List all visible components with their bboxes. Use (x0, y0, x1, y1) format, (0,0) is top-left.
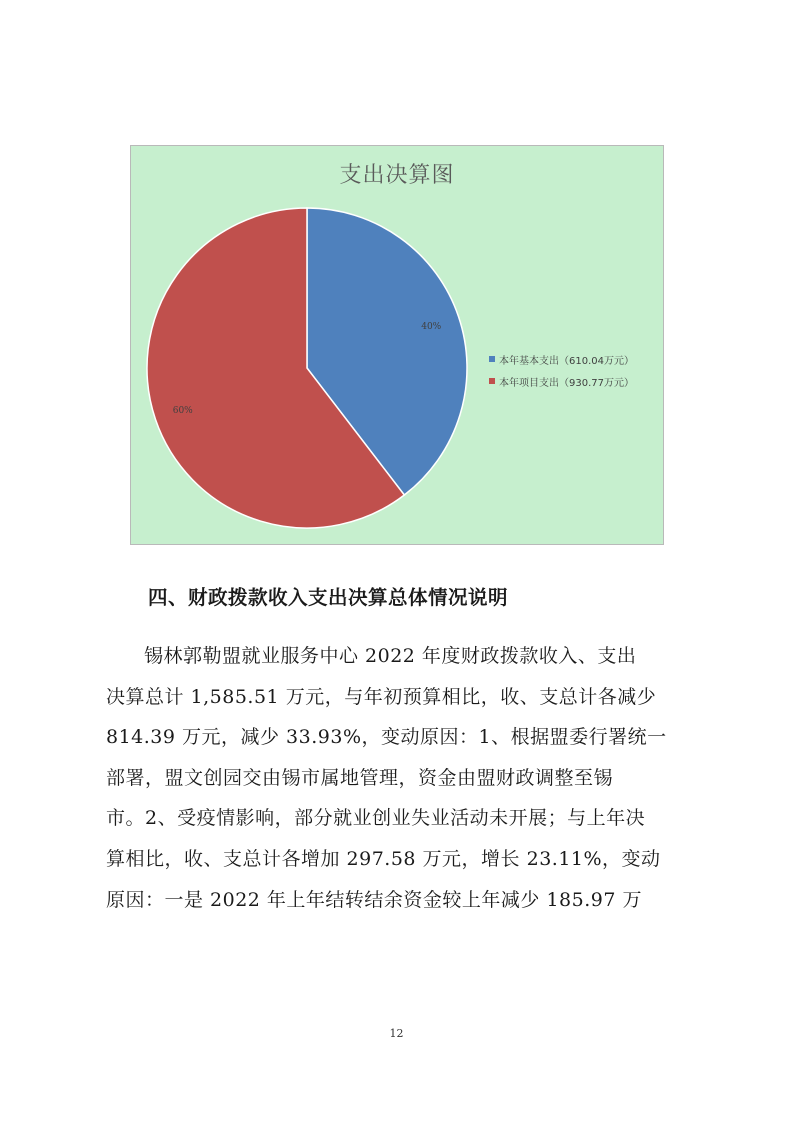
legend-swatch-project (489, 378, 495, 384)
chart-title: 支出决算图 (339, 163, 455, 188)
paragraph-line: 市。2、受疫情影响，部分就业创业失业活动未开展；与上年决 (106, 807, 646, 830)
paragraph-line: 部署，盟文创园交由锡市属地管理，资金由盟财政调整至锡 (106, 766, 614, 789)
paragraph-line: 814.39 万元，减少 33.93%，变动原因：1、根据盟委行署统一 (106, 726, 667, 749)
pie-slice-label-0: 40% (421, 321, 442, 332)
chart-legend (489, 348, 634, 392)
pie-chart (130, 145, 664, 545)
pie-svg (131, 146, 665, 546)
body-paragraph (106, 636, 706, 920)
legend-label-basic: 本年基本支出（610.04万元） (499, 355, 634, 367)
page-number: 12 (389, 1027, 404, 1040)
paragraph-line: 算相比，收、支总计各增加 297.58 万元，增长 23.11%，变动 (106, 847, 661, 870)
paragraph-line: 决算总计 1,585.51 万元，与年初预算相比，收、支总计各减少 (106, 685, 657, 708)
pie-slice-label-1: 60% (172, 406, 193, 417)
legend-label-project: 本年项目支出（930.77万元） (499, 377, 634, 389)
paragraph-line: 原因：一是 2022 年上年结转结余资金较上年减少 185.97 万 (106, 888, 642, 911)
section-heading: 四、财政拨款收入支出决算总体情况说明 (148, 586, 509, 609)
legend-swatch-basic (489, 356, 495, 362)
legend-item-basic (489, 348, 634, 370)
legend-item-project (489, 370, 634, 392)
paragraph-line: 锡林郭勒盟就业服务中心 2022 年度财政拨款收入、支出 (144, 645, 637, 667)
